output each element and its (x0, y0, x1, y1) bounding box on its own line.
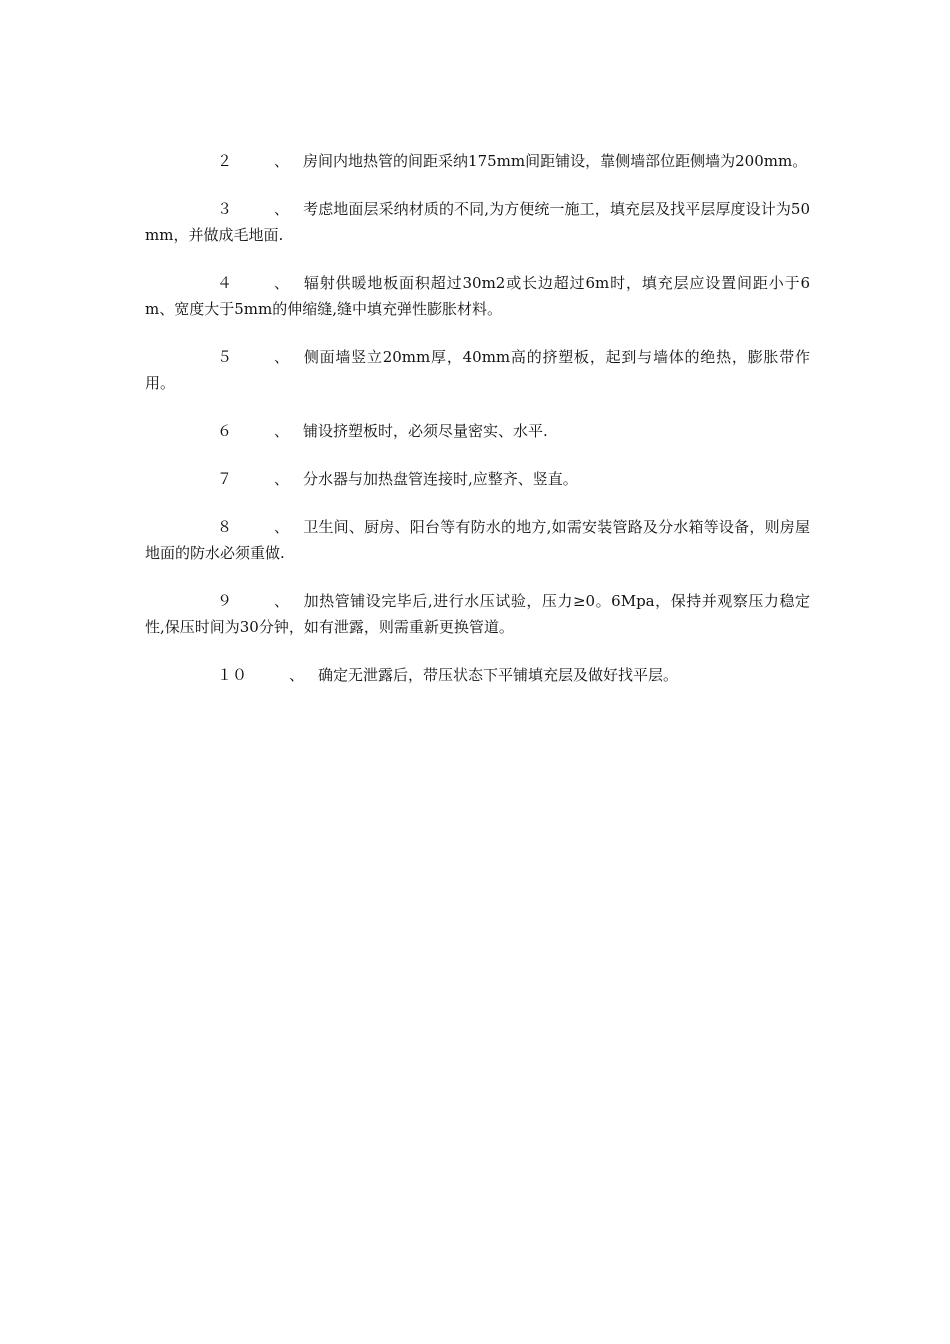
item-text: 加热管铺设完毕后,进行水压试验，压力≥0。6Mpa，保持并观察压力稳定性,保压时间为30分钟，如有泄露，则需重新更换管道。 (145, 592, 810, 636)
item-number: ２ (217, 152, 233, 170)
list-item (145, 196, 810, 248)
item-number: ５ (217, 348, 233, 366)
item-text: 铺设挤塑板时，必须尽量密实、水平. (303, 422, 548, 440)
list-item (145, 662, 810, 688)
item-text: 考虑地面层采纳材质的不同,为方便统一施工，填充层及找平层厚度设计为50mm，并做成毛地面. (145, 200, 810, 244)
item-separator: 、 (289, 666, 305, 684)
item-text: 分水器与加热盘管连接时,应整齐、竖直。 (303, 470, 578, 488)
item-separator: 、 (274, 470, 290, 488)
item-number: ４ (217, 274, 233, 292)
item-text: 侧面墙竖立20mm厚，40mm高的挤塑板，起到与墙体的绝热，膨胀带作用。 (145, 348, 810, 392)
item-separator: 、 (274, 348, 290, 366)
item-text: 房间内地热管的间距采纳175mm间距铺设，靠侧墙部位距侧墙为200mm。 (303, 152, 808, 170)
item-separator: 、 (274, 518, 290, 536)
item-separator: 、 (274, 422, 290, 440)
item-number: ３ (217, 200, 233, 218)
item-separator: 、 (274, 152, 290, 170)
item-number: ８ (217, 518, 233, 536)
list-item (145, 588, 810, 640)
list-item (145, 514, 810, 566)
document-body (145, 148, 810, 710)
item-separator: 、 (274, 274, 290, 292)
list-item (145, 418, 810, 444)
item-text: 卫生间、厨房、阳台等有防水的地方,如需安装管路及分水箱等设备，则房屋地面的防水必须重做. (145, 518, 810, 562)
item-separator: 、 (274, 592, 290, 610)
item-number: ７ (217, 470, 233, 488)
item-number: １０ (217, 666, 248, 684)
list-item (145, 344, 810, 396)
item-number: ９ (217, 592, 233, 610)
list-item (145, 270, 810, 322)
item-number: ６ (217, 422, 233, 440)
item-separator: 、 (274, 200, 290, 218)
list-item (145, 466, 810, 492)
list-item (145, 148, 810, 174)
item-text: 辐射供暖地板面积超过30m2或长边超过6m时，填充层应设置间距小于6m、宽度大于5mm的伸缩缝,缝中填充弹性膨胀材料。 (145, 274, 810, 318)
item-text: 确定无泄露后，带压状态下平铺填充层及做好找平层。 (318, 666, 679, 684)
